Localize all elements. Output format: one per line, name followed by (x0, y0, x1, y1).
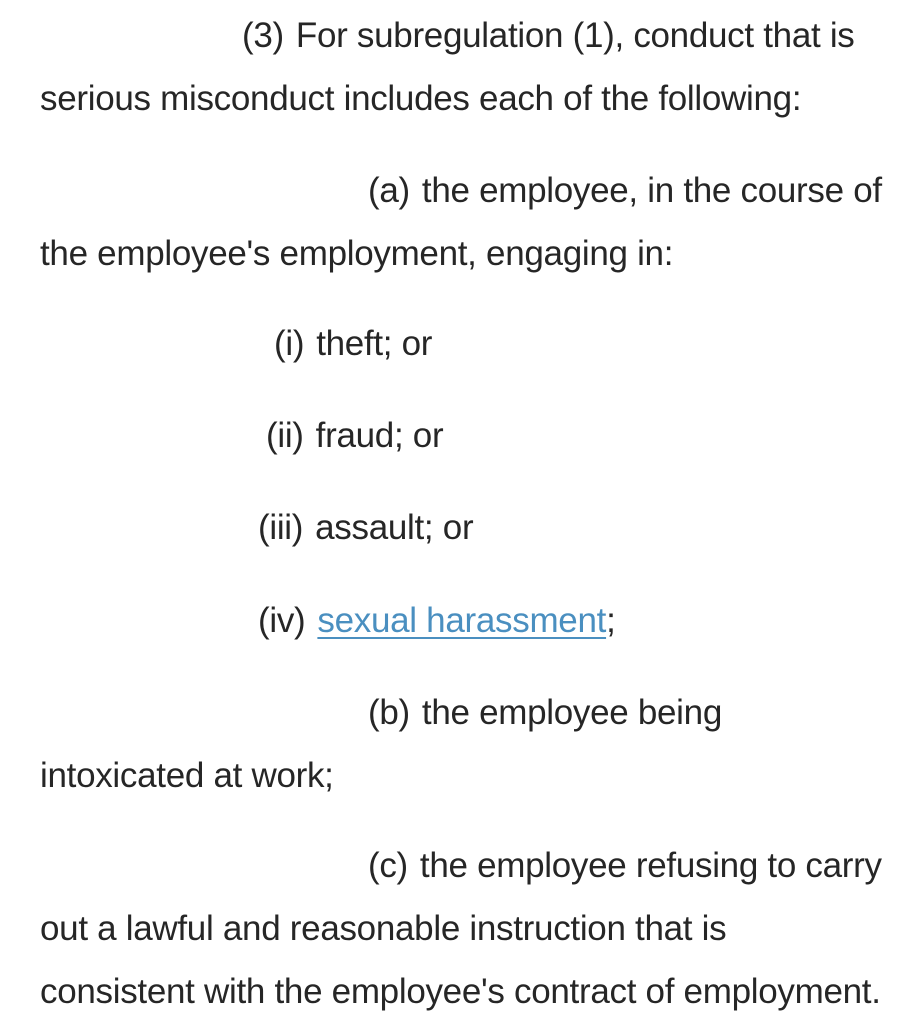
subparagraph-i-text: theft; or (316, 324, 433, 363)
paragraph-a (40, 159, 890, 285)
subparagraph-iii (258, 496, 473, 559)
paragraph-b-text: the employee being intoxicated at work; (40, 693, 722, 795)
subparagraph-ii (266, 404, 443, 467)
subregulation-3-text: For subregulation (1), conduct that is serious misconduct includes each of the following: (40, 16, 855, 118)
paragraph-a-text: the employee, in the course of the employee's employment, engaging in: (40, 171, 882, 273)
subparagraph-i-label: (i) (274, 324, 305, 363)
subparagraph-iii-label: (iii) (258, 508, 304, 547)
subparagraph-ii-text: fraud; or (315, 416, 444, 455)
subparagraph-i (274, 312, 432, 375)
subparagraph-iv-suffix: ; (606, 601, 616, 640)
subparagraph-ii-label: (ii) (266, 416, 304, 455)
paragraph-c (40, 834, 890, 1023)
subregulation-3-label: (3) (242, 16, 284, 55)
sexual-harassment-link[interactable]: sexual harassment (317, 601, 607, 640)
subparagraph-iii-text: assault; or (315, 508, 474, 547)
subregulation-3 (40, 4, 890, 130)
paragraph-b-label: (b) (368, 693, 410, 732)
paragraph-b (40, 681, 890, 807)
paragraph-c-text: the employee refusing to carry out a lawful and reasonable instruction that is consistent with the employee's contract of employment. (40, 846, 882, 1011)
paragraph-c-label: (c) (368, 846, 408, 885)
subparagraph-iv (258, 589, 616, 652)
paragraph-a-label: (a) (368, 171, 410, 210)
subparagraph-iv-label: (iv) (258, 601, 306, 640)
